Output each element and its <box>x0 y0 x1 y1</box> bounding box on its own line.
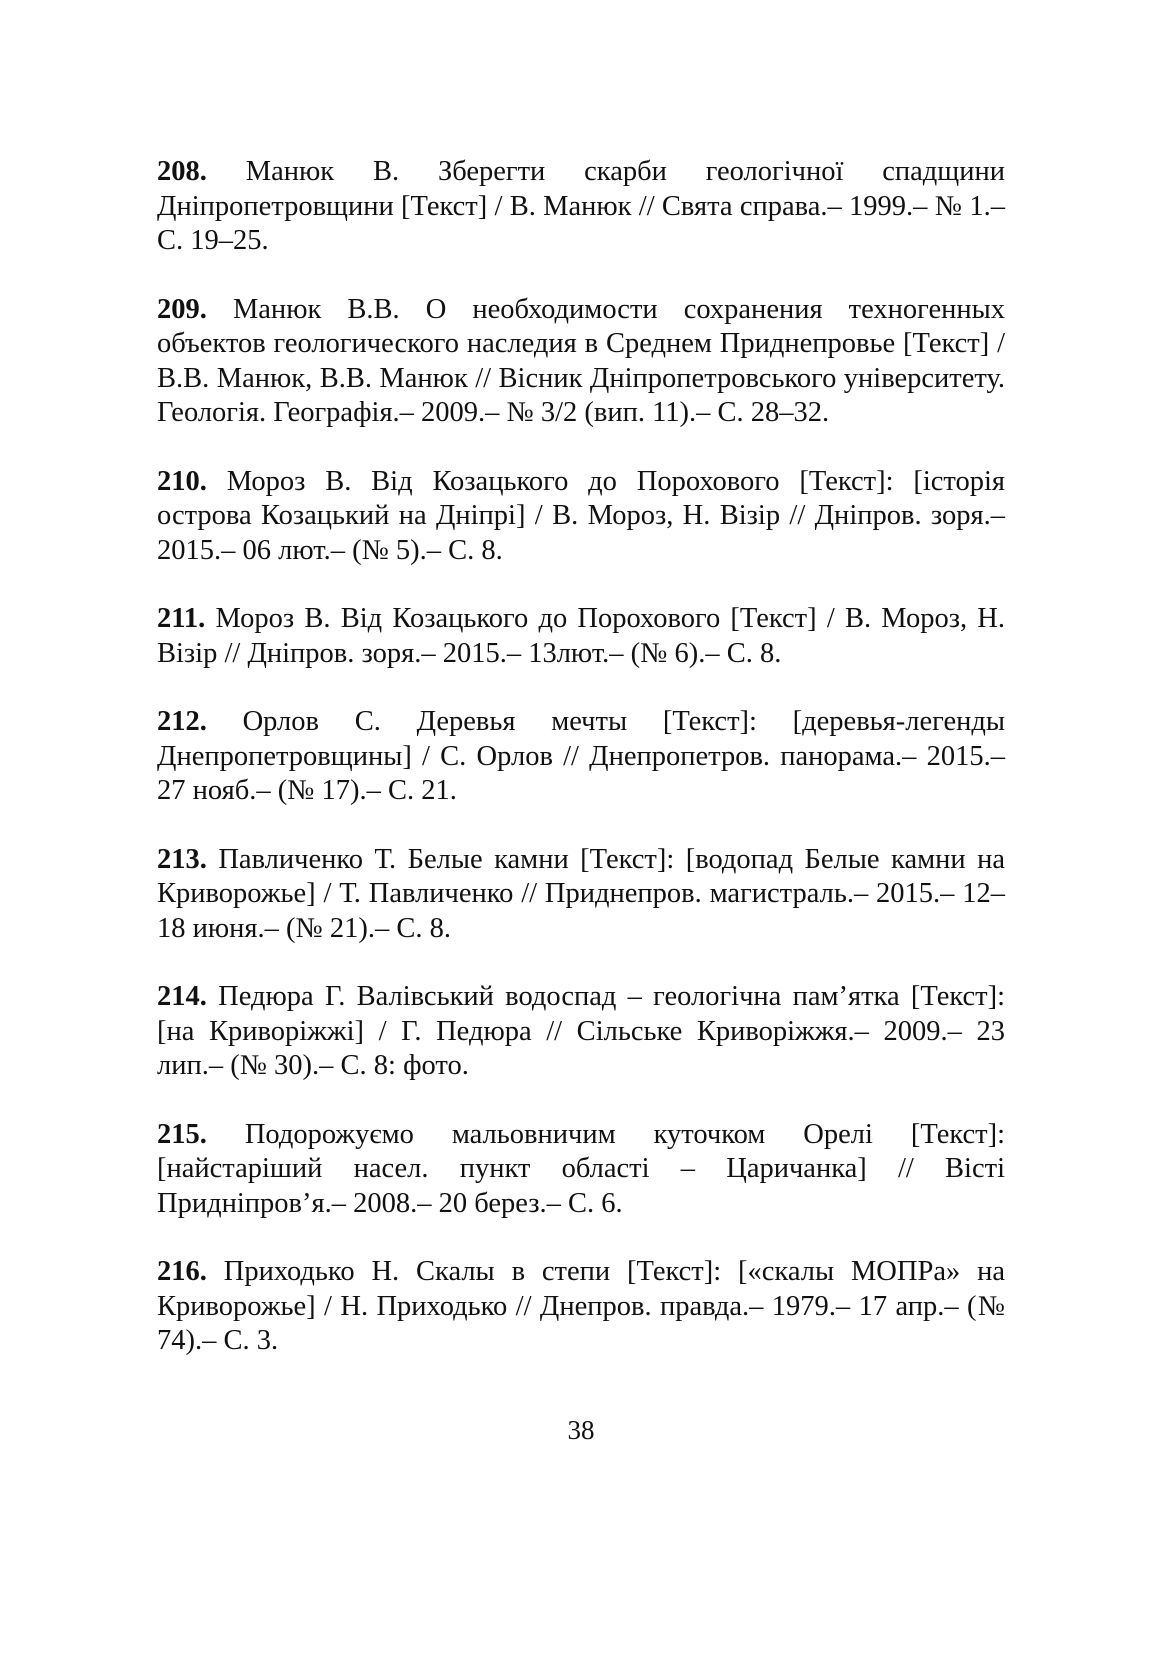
bibliography-entry-216 <box>157 1255 1005 1359</box>
entry-number: 211. <box>157 603 206 634</box>
entry-text: Павличенко Т. Белые камни [Текст]: [водопад Белые камни на Криворожье] / Т. Павличенко // Приднепров. магистраль.– 2015.– 12–18 июня.– (№ 21).– С. 8. <box>157 843 1005 944</box>
entry-number: 215. <box>157 1118 207 1150</box>
bibliography-entry-208 <box>157 155 1005 259</box>
entry-text: Приходько Н. Скалы в степи [Текст]: [«скалы МОПРа» на Криворожье] / Н. Приходько // Днепров. правда.– 1979.– 17 апр.– (№ 74).– С. 3. <box>157 1256 1005 1356</box>
entry-text: Педюра Г. Валівський водоспад – геологічна пам’ятка [Текст]: [на Криворіжжі] / Г. Педюра // Сільське Криворіжжя.– 2009.– 23 лип.– (№ 30).– С. 8: фото. <box>157 981 1005 1081</box>
entry-text: Манюк В.В. О необходимости сохранения техногенных объектов геологического наследия в Среднем Приднепровье [Текст] / В.В. Манюк, В.В. Манюк // Вісник Дніпропетровського університету. Геологія. Географія.– 2009.– № 3/2 (вип. 11).– С. 28–32. <box>157 293 1005 428</box>
entry-number: 208. <box>157 156 207 187</box>
entry-number: 214. <box>157 981 207 1012</box>
bibliography-entry-212 <box>157 705 1005 809</box>
bibliography-entry-215 <box>157 1118 1005 1222</box>
entry-text: Орлов С. Деревья мечты [Текст]: [деревья-легенды Днепропетровщины] / С. Орлов // Днепропетров. панорама.– 2015.– 27 нояб.– (№ 17).– С. 21. <box>157 706 1005 806</box>
entry-number: 213. <box>157 843 207 875</box>
bibliography-entry-209 <box>157 293 1005 431</box>
page-number: 38 <box>567 1415 595 1445</box>
bibliography-entry-213 <box>157 843 1005 947</box>
bibliography-list <box>157 155 1005 1359</box>
entry-number: 216. <box>157 1256 207 1287</box>
entry-text: Мороз В. Від Козацького до Порохового [Текст]: [історія острова Козацький на Дніпрі] / В. Мороз, Н. Візір // Дніпров. зоря.– 2015.– 06 лют.– (№ 5).– С. 8. <box>157 465 1005 566</box>
bibliography-entry-210 <box>157 465 1005 569</box>
entry-text: Мороз В. Від Козацького до Порохового [Текст] / В. Мороз, Н. Візір // Дніпров. зоря.– 2015.– 13лют.– (№ 6).– С. 8. <box>157 603 1005 669</box>
entry-number: 210. <box>157 465 207 497</box>
bibliography-entry-211 <box>157 602 1005 671</box>
entry-text: Подорожуємо мальовничим куточком Орелі [Текст]: [найстаріший насел. пункт області – Царичанка] // Вісті Придніпров’я.– 2008.– 20 берез.– С. 6. <box>157 1118 1005 1219</box>
entry-number: 212. <box>157 706 207 737</box>
entry-number: 209. <box>157 293 207 325</box>
bibliography-entry-214 <box>157 980 1005 1084</box>
entry-text: Манюк В. Зберегти скарби геологічної спадщини Дніпропетровщини [Текст] / В. Манюк // Свята справа.– 1999.– № 1.– С. 19–25. <box>157 156 1005 256</box>
